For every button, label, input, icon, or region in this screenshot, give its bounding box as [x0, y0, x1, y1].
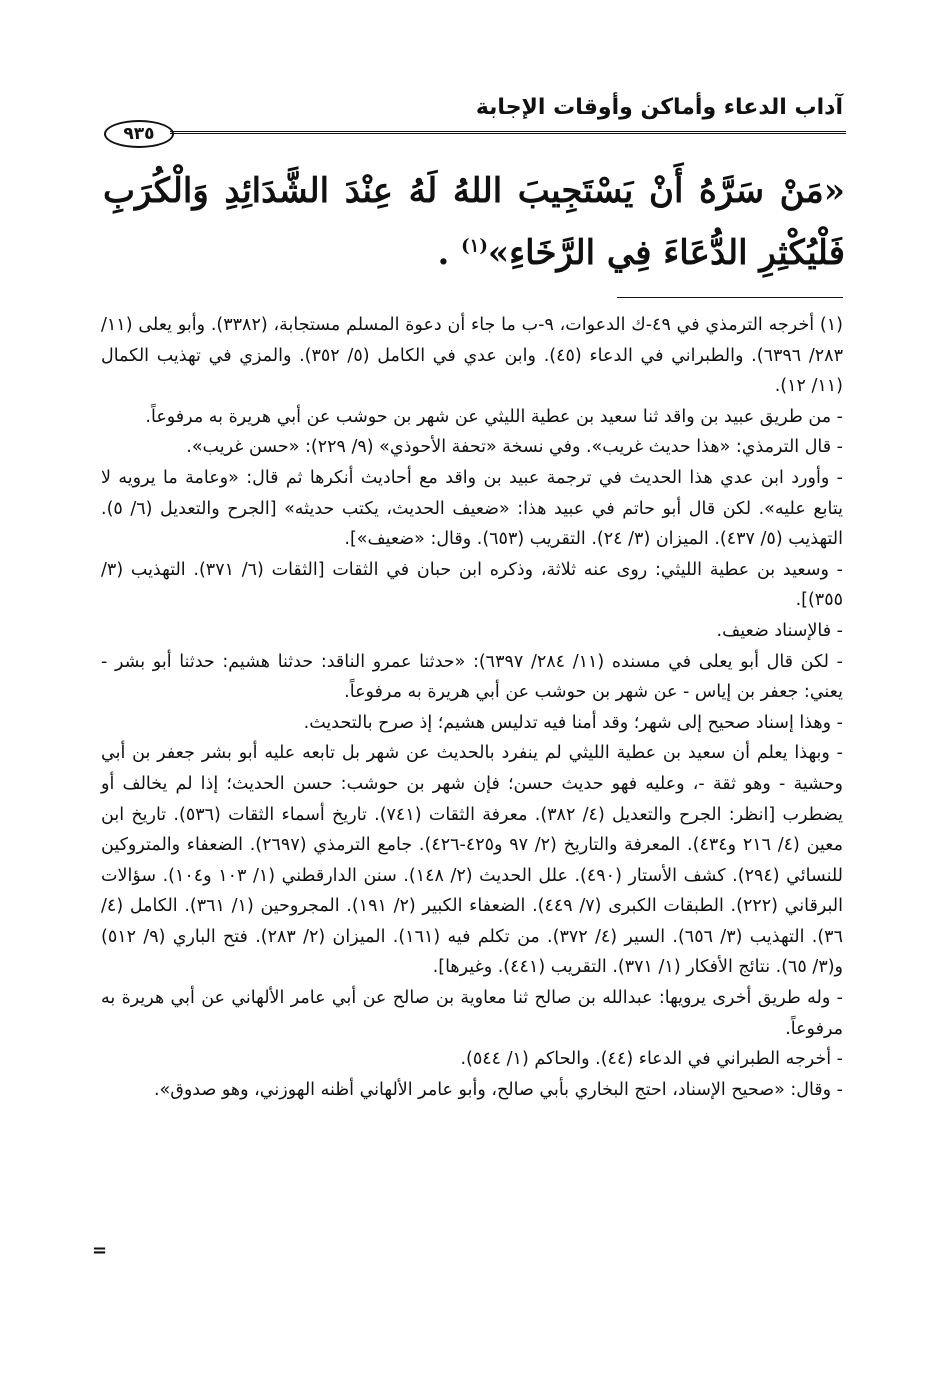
header-double-line: [170, 131, 846, 134]
continuation-mark: =: [92, 1240, 108, 1261]
hadith-text: «مَنْ سَرَّهُ أَنْ يَسْتَجِيبَ اللهُ لَهُ عِنْدَ الشَّدَائِدِ وَالْكُرَبِ فَلْيُكْثِرِ الدُّعَاءَ فِي الرَّخَاءِ»: [103, 171, 845, 273]
footnote-other-route: - وله طريق أخرى يرويها: عبدالله بن صالح ثنا معاوية بن صالح عن أبي عامر الألهاني عن أبي هريرة به مرفوعاً.: [101, 988, 843, 1039]
footnote-said-narrator-note: - وسعيد بن عطية الليثي: روى عنه ثلاثة، وذكره ابن حبان في الثقات [الثقات (٦/ ٣٧١). التهذيب (٣/ ٣٥٥)].: [101, 559, 843, 611]
footnote-tabarani-hakim: - أخرجه الطبراني في الدعاء (٤٤). والحاكم (١/ ٥٤٤).: [460, 1049, 843, 1070]
footnote-chain-note: - من طريق عبيد بن واقد ثنا سعيد بن عطية الليثي عن شهر بن حوشب عن أبي هريرة به مرفوعاً.: [145, 406, 843, 427]
footnote-corroboration-note: - وبهذا يعلم أن سعيد بن عطية الليثي لم ينفرد بالحديث عن شهر بل تابعه عليه أبو بشر جعفر بن أبي وحشية - وهو ثقة -، وعليه فهو حديث حسن؛ فإن شهر بن حوشب: حسن الحديث؛ إذا لم يخالف أو يضطرب [انظر: الجرح والتعديل (٤/ ٣٨٢). معرفة الثقات (٧٤١). تاريخ أسماء الثقات (٥٣٦). تاريخ ابن معين (٤/ ٢١٦ و٤٣٤). المعرفة والتاريخ (٢/ ٩٧ و٤٢٥-٤٢٦). جامع الترمذي (٢٦٩٧). الضعفاء والمتروكين للنسائي (٢٩٤). كشف الأستار (٤٩٠). علل الحديث (٢/ ١٤٨). سنن الدارقطني (١/ ١٠٣ و١٠٤). سؤالات البرقاني (٢٢٢). الطبقات الكبرى (٧/ ٤٤٩). الضعفاء الكبير (٢/ ١٩١). المجروحين (١/ ٣٦١). الكامل (٤/ ٣٦). التهذيب (٣/ ٦٥٦). السير (٤/ ٣٧٢). من تكلم فيه (١٦١). الميزان (٢/ ٢٨٣). فتح الباري (٩/ ٥١٢) و(٣/ ٦٥). نتائج الأفكار (١/ ٣٧١). التقريب (٤٤١). وغيرها].: [101, 743, 843, 978]
header-rule: [104, 120, 846, 146]
footnote-tirmidhi-grading: - قال الترمذي: «هذا حديث غريب». وفي نسخة «تحفة الأحوذي» (٩/ ٢٢٩): «حسن غريب».: [186, 437, 843, 458]
page-number-badge: ٩٣٥: [104, 120, 174, 148]
footnote-hakim-grading: - وقال: «صحيح الإسناد، احتج البخاري بأبي صالح، وأبو عامر الألهاني أظنه الهوزني، وهو صدوق».: [153, 1079, 843, 1100]
running-header-title: آداب الدعاء وأماكن وأوقات الإجابة: [475, 95, 843, 120]
footnote-separator: [617, 297, 843, 298]
footnote-weak-chain: - فالإسناد ضعيف.: [716, 620, 843, 641]
footnotes-section: [101, 310, 843, 1105]
footnote-reference: (١): [461, 235, 488, 257]
hadith-end-mark: .: [437, 233, 462, 273]
footnote-abu-yala-chain: - لكن قال أبو يعلى في مسنده (١١/ ٢٨٤/ ٦٣٩٧): «حدثنا عمرو الناقد: حدثنا هشيم: حدثنا أبو بشر - يعني: جعفر بن إياس - عن شهر بن حوشب عن أبي هريرة به مرفوعاً.: [101, 651, 843, 703]
footnote-source-citation: (١) أخرجه الترمذي في ٤٩-ك الدعوات، ٩-ب ما جاء أن دعوة المسلم مستجابة، (٣٣٨٢). وأبو يعلى (١١/ ٢٨٣/ ٦٣٩٦). والطبراني في الدعاء (٤٥). وابن عدي في الكامل (٥/ ٣٥٢). والمزي في تهذيب الكمال (١١/ ١٢).: [101, 315, 843, 397]
hadith-text-block: [103, 160, 845, 284]
footnote-sound-chain: - وهذا إسناد صحيح إلى شهر؛ وقد أمنا فيه تدليس هشيم؛ إذ صرح بالتحديث.: [303, 712, 843, 733]
footnote-ibn-adi-note: - وأورد ابن عدي هذا الحديث في ترجمة عبيد بن واقد مع أحاديث أنكرها ثم قال: «وعامة ما يرويه لا يتابع عليه». لكن قال أبو حاتم في عبيد هذا: «ضعيف الحديث، يكتب حديثه» [الجرح والتعديل (٦/ ٥). التهذيب (٥/ ٤٣٧). الميزان (٣/ ٢٤). التقريب (٦٥٣). وقال: «ضعيف»].: [101, 467, 843, 550]
